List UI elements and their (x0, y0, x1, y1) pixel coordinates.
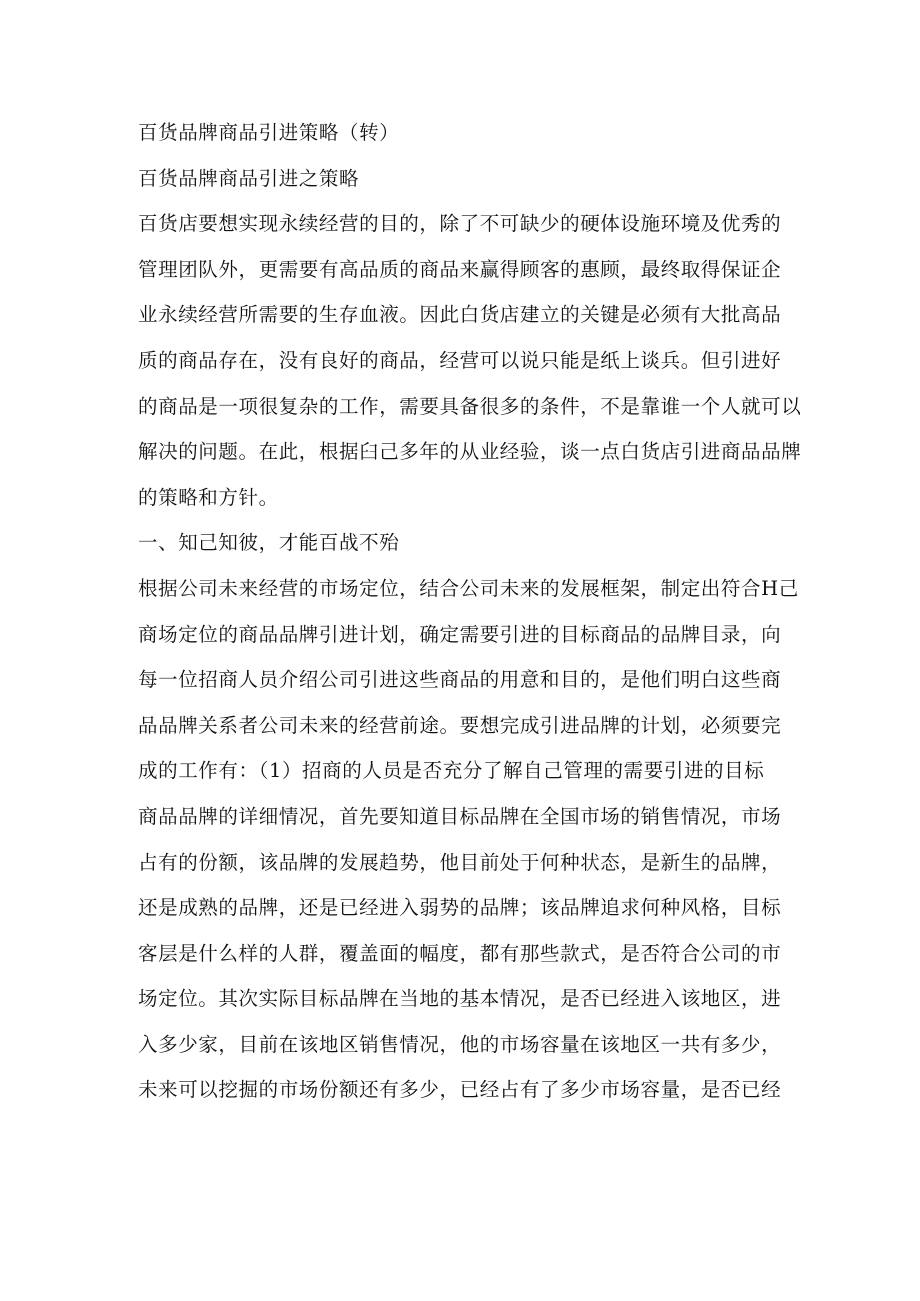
section-line: 客层是什么样的人群，覆盖面的幅度，都有那些款式，是否符合公司的市 (138, 941, 782, 965)
section-line: 每一位招商人员介绍公司引进这些商品的用意和目的，是他们明白这些商 (138, 668, 782, 692)
intro-line: 的策略和方针。 (138, 485, 279, 509)
section-line: 商品品牌的详细情况，首先要知道目标品牌在全国市场的销售情况，市场 (138, 804, 782, 828)
document-subtitle: 百货品牌商品引进之策略 (138, 166, 360, 190)
section-line: 成的工作有：（1）招商的人员是否充分了解自己管理的需要引进的目标 (138, 759, 765, 783)
intro-line: 的商品是一项很复杂的工作，需要具备很多的条件，不是靠谁一个人就可以 (138, 394, 802, 418)
section-line: 占有的份额，该品牌的发展趋势，他目前处于何种状态，是新生的品牌， (138, 850, 782, 874)
intro-line: 解决的问题。在此，根据臼己多年的从业经验，谈一点白货店引进商品品牌 (138, 440, 802, 464)
section-line: 品品牌关系者公司未来的经营前途。要想完成引进品牌的计划，必须要完 (138, 713, 782, 737)
section-line: 根据公司未来经营的市场定位，结合公司未来的发展框架，制定出符合H己 (138, 576, 799, 600)
intro-line: 质的商品存在，没有良好的商品，经营可以说只能是纸上谈兵。但引进好 (138, 348, 782, 372)
intro-line: 管理团队外，更需要有高品质的商品来赢得顾客的惠顾，最终取得保证企 (138, 257, 782, 281)
section-heading: 一、知己知彼，才能百战不殆 (138, 531, 400, 555)
section-line: 未来可以挖掘的市场份额还有多少，已经占有了多少市场容量，是否已经 (138, 1078, 782, 1102)
intro-line: 百货店要想实现永续经营的目的，除了不可缺少的硬体设施环境及优秀的 (138, 212, 782, 236)
document-title: 百货品牌商品引进策略（转） (138, 121, 400, 144)
section-line: 商场定位的商品品牌引进计划，确定需要引进的目标商品的品牌目录，向 (138, 622, 782, 646)
section-line: 场定位。其次实际目标品牌在当地的基本情况，是否已经进入该地区，进 (138, 987, 782, 1011)
section-line: 还是成熟的品牌，还是已经进入弱势的品牌；该品牌追求何种风格，目标 (138, 896, 782, 920)
section-line: 入多少家，目前在该地区销售情况，他的市场容量在该地区一共有多少， (138, 1032, 782, 1056)
intro-line: 业永续经营所需要的生存血液。因此白货店建立的关键是必须有大批高品 (138, 303, 782, 327)
document-body (138, 110, 802, 1113)
